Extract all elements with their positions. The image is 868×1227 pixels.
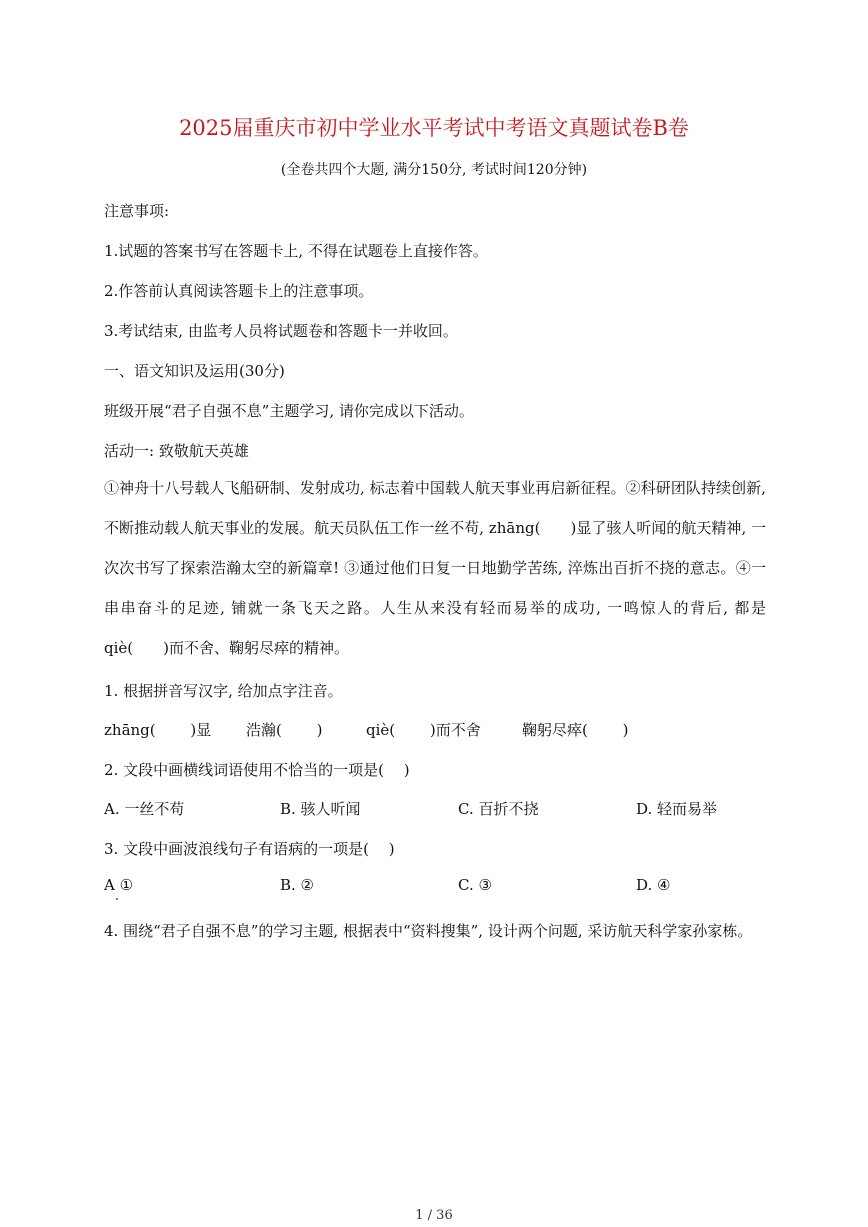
document-title: 2025届重庆市初中学业水平考试中考语文真题试卷B卷 [179, 116, 689, 140]
section-heading: 一、语文知识及运用(30分) [104, 362, 285, 380]
q3-option-b: B. ② [280, 876, 315, 894]
notice-item-3: 3.考试结束, 由监考人员将试题卷和答题卡一并收回。 [104, 322, 458, 340]
q3-option-c: C. ③ [458, 876, 492, 894]
q3-option-a: A ① [104, 876, 134, 894]
question-1-items [104, 719, 766, 741]
notice-item-2: 2.作答前认真阅读答题卡上的注意事项。 [104, 282, 374, 300]
page-number: 1 / 36 [415, 1208, 453, 1223]
activity-heading: 活动一: 致敬航天英雄 [104, 442, 249, 460]
q1-item-qie: qiè( )而不舍 [366, 721, 481, 739]
question-2-options [104, 798, 766, 820]
activity-intro: 班级开展“君子自强不息”主题学习, 请你完成以下活动。 [104, 402, 474, 420]
q2-option-d: D. 轻而易举 [636, 800, 718, 818]
q1-item-jugong: 鞠躬尽瘁( ) [522, 721, 629, 739]
q2-option-c: C. 百折不挠 [458, 800, 539, 818]
q2-option-a: A. 一丝不苟 [104, 800, 185, 818]
question-3: 3. 文段中画波浪线句子有语病的一项是( ) [104, 840, 395, 858]
q1-item-zhang: zhāng( )显 [104, 721, 212, 739]
q3-option-d: D. ④ [636, 876, 671, 894]
notice-item-1: 1.试题的答案书写在答题卡上, 不得在试题卷上直接作答。 [104, 242, 488, 260]
question-3-options [104, 876, 766, 898]
question-2: 2. 文段中画横线词语使用不恰当的一项是( ) [104, 761, 410, 779]
q1-item-haohan: 浩瀚( ) [246, 721, 323, 739]
stray-dot [116, 898, 118, 900]
question-1: 1. 根据拼音写汉字, 给加点字注音。 [104, 682, 343, 700]
notice-heading: 注意事项: [104, 202, 170, 220]
document-subtitle: (全卷共四个大题, 满分150分, 考试时间120分钟) [280, 162, 588, 178]
question-4: 4. 围绕“君子自强不息”的学习主题, 根据表中“资料搜集”, 设计两个问题, 采访航天科学家孙家栋。 [104, 922, 753, 940]
q2-option-b: B. 骇人听闻 [280, 800, 361, 818]
passage-paragraph: ①神舟十八号载人飞船研制、发射成功, 标志着中国载人航天事业再启新征程。②科研团队持续创新, 不断推动载人航天事业的发展。航天员队伍工作一丝不苟, zhāng( )显了骇人听闻的航天精神, 一次次书写了探索浩瀚太空的新篇章! ③通过他们日复一日地勤学苦练, 淬炼出百折不挠的意志。④一串串奋斗的足迹, 铺就一条飞天之路。人生从来没有轻而易举的成功, 一鸣惊人的背后, 都是 qiè( )而不舍、鞠躬尽瘁的精神。 [104, 479, 766, 657]
